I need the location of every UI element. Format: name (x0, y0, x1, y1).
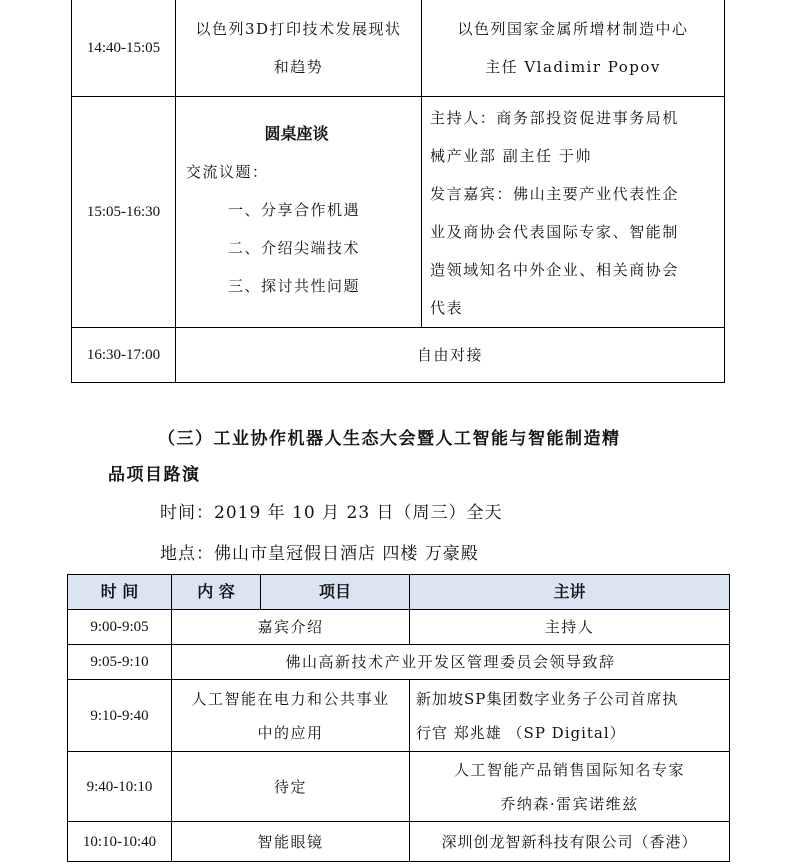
section-title: （三）工业协作机器人生态大会暨人工智能与智能制造精 (158, 429, 621, 449)
speaker-line: 新加坡SP集团数字业务子公司首席执 (416, 689, 679, 708)
time-cell: 9:05-9:10 (68, 645, 172, 680)
table-row (68, 645, 730, 680)
table-row (68, 610, 730, 645)
header-project: 项目 (261, 575, 410, 610)
topic-line: 三、探讨共性问题 (228, 277, 361, 295)
time-cell: 10:10-10:40 (68, 822, 172, 862)
merged-cell: 自由对接 (176, 328, 725, 383)
agenda-table-2 (67, 574, 730, 862)
item-cell: 智能眼镜 (172, 822, 410, 862)
time-cell: 9:00-9:05 (68, 610, 172, 645)
event-place: 地点：佛山市皇冠假日酒店 四楼 万豪殿 (160, 544, 479, 564)
table-header-row (68, 575, 730, 610)
speaker-line: 主任 Vladimir Popov (485, 57, 661, 76)
speaker-cell (410, 752, 730, 822)
time-cell: 14:40-15:05 (72, 0, 176, 97)
speaker-cell (422, 0, 725, 97)
topic-line: 交流议题： (186, 163, 269, 181)
speaker-line: 行官 郑兆雄 （SP Digital） (416, 723, 626, 742)
speaker-line: 人工智能产品销售国际知名专家 (453, 760, 685, 779)
merged-cell: 佛山高新技术产业开发区管理委员会领导致辞 (172, 645, 730, 680)
speaker-line: 以色列国家金属所增材制造中心 (457, 19, 689, 38)
header-content: 内 容 (172, 575, 261, 610)
item-line: 人工智能在电力和公共事业 (191, 689, 390, 708)
speaker-line: 业及商协会代表国际专家、智能制 (430, 223, 680, 241)
item-cell: 嘉宾介绍 (172, 610, 410, 645)
topic-title: 圆桌座谈 (264, 124, 329, 143)
speaker-cell (410, 680, 730, 752)
speaker-cell (422, 97, 725, 328)
speaker-line: 乔纳森·雷宾诺维兹 (500, 794, 639, 813)
topic-line: 以色列3D打印技术发展现状 (195, 19, 402, 38)
header-speaker: 主讲 (410, 575, 730, 610)
topic-line: 和趋势 (273, 57, 324, 76)
agenda-table-1 (71, 0, 725, 383)
header-time: 时 间 (68, 575, 172, 610)
time-cell: 15:05-16:30 (72, 97, 176, 328)
table-row (68, 822, 730, 862)
item-cell: 待定 (172, 752, 410, 822)
topic-cell (176, 0, 422, 97)
table-row (72, 97, 725, 328)
speaker-line: 主持人：商务部投资促进事务局机 (430, 109, 680, 127)
speaker-line: 造领域知名中外企业、相关商协会 (430, 261, 680, 279)
speaker-cell: 主持人 (410, 610, 730, 645)
time-cell: 9:40-10:10 (68, 752, 172, 822)
table-row (68, 752, 730, 822)
speaker-line: 械产业部 副主任 于帅 (430, 147, 593, 165)
topic-line: 一、分享合作机遇 (228, 201, 361, 219)
section-title-cont: 品项目路演 (108, 465, 201, 485)
table-row (72, 328, 725, 383)
time-cell: 16:30-17:00 (72, 328, 176, 383)
topic-cell (176, 97, 422, 328)
topic-line: 二、介绍尖端技术 (228, 239, 361, 257)
speaker-cell: 深圳创龙智新科技有限公司（香港） (410, 822, 730, 862)
speaker-line: 代表 (430, 299, 464, 317)
time-cell: 9:10-9:40 (68, 680, 172, 752)
event-time: 时间：2019 年 10 月 23 日（周三）全天 (160, 503, 503, 523)
table-row (72, 0, 725, 97)
item-cell (172, 680, 410, 752)
speaker-line: 发言嘉宾：佛山主要产业代表性企 (430, 185, 680, 203)
table-row (68, 680, 730, 752)
item-line: 中的应用 (257, 723, 324, 742)
